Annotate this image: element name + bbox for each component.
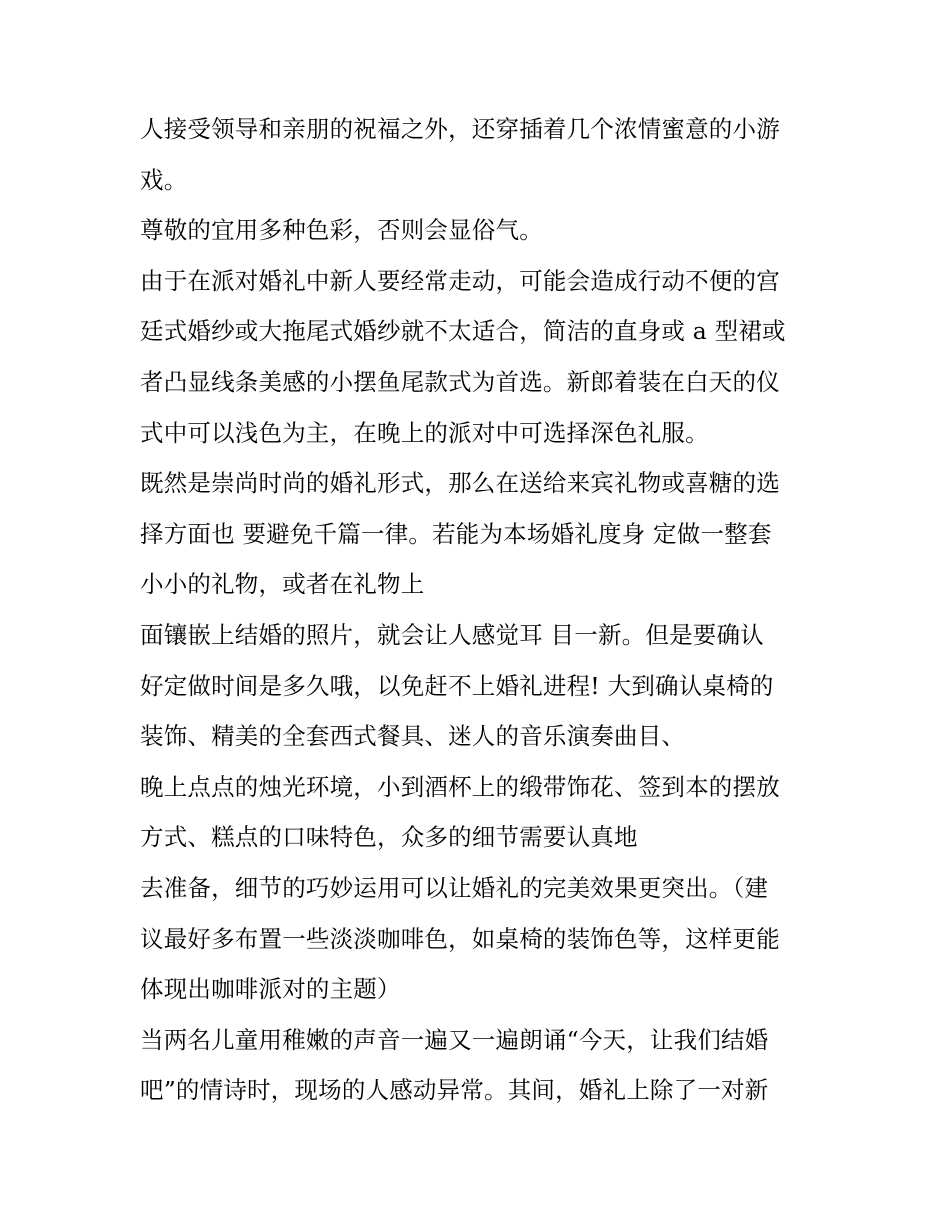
text-line: 去准备，细节的巧妙运用可以让婚礼的完美效果更突出。（建 [140,873,769,902]
text-line: 者凸显线条美感的小摆鱼尾款式为首选。新郎着装在白天的仪 [140,367,780,396]
text-line: 晚上点点的烛光环境，小到酒杯上的缎带饰花、签到本的摆放 [140,772,780,801]
text-line: 小小的礼物，或者在礼物上 [140,570,425,599]
text-line: 面镶嵌上结婚的照片，就会让人感觉耳 目一新。但是要确认 [140,620,764,649]
text-line: 方式、糕点的口味特色，众多的细节需要认真地 [140,823,638,852]
text-line: 当两名儿童用稚嫩的声音一遍又一遍朗诵“今天，让我们结婚 [140,1025,769,1054]
text-line: 议最好多布置一些淡淡咖啡色，如桌椅的装饰色等，这样更能 [140,924,780,953]
text-line: 吧”的情诗时，现场的人感动异常。其间，婚礼上除了一对新 [140,1076,769,1105]
text-line: 由于在派对婚礼中新人要经常走动，可能会造成行动不便的宫 [140,266,780,295]
text-line: 好定做时间是多久哦，以免赶不上婚礼进程! 大到确认桌椅的 [140,671,774,700]
text-line: 既然是崇尚时尚的婚礼形式，那么在送给来宾礼物或喜糖的选 [140,469,780,498]
text-line: 式中可以浅色为主，在晚上的派对中可选择深色礼服。 [140,418,709,447]
text-line: 体现出咖啡派对的主题） [140,975,401,1004]
text-line: 戏。 [140,165,188,194]
text-line: 尊敬的宜用多种色彩，否则会显俗气。 [140,216,543,245]
document-text-body [140,104,830,1116]
text-line: 择方面也 要避免千篇一律。若能为本场婚礼度身 定做一整套 [140,519,772,548]
text-line: 廷式婚纱或大拖尾式婚纱就不太适合，简洁的直身或 a 型裙或 [140,317,786,346]
text-line: 装饰、精美的全套西式餐具、迷人的音乐演奏曲目、 [140,722,686,751]
text-line: 人接受领导和亲朋的祝福之外，还穿插着几个浓情蜜意的小游 [140,115,780,143]
